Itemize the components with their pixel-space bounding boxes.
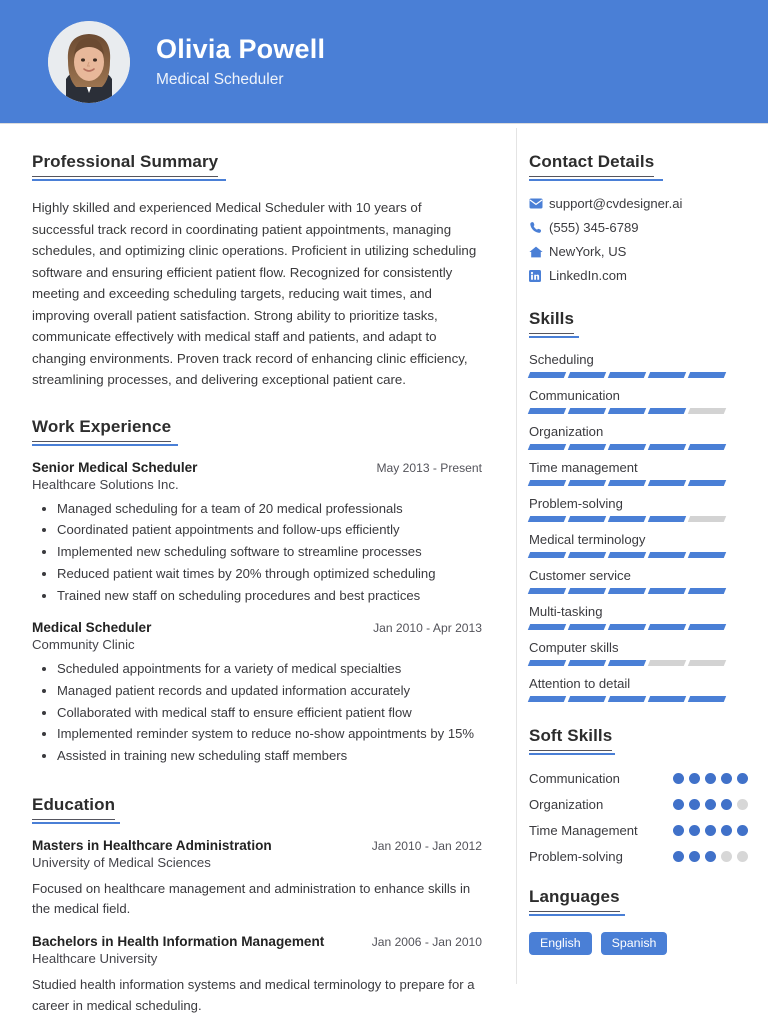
skill-bar-segment — [568, 696, 606, 702]
skill-bar-segment — [528, 588, 566, 594]
skill-bar-segment — [648, 660, 686, 666]
skill-bar-segment — [528, 480, 566, 486]
skill-bar-segment — [568, 516, 606, 522]
profile-photo-icon — [48, 21, 130, 103]
rating-dot — [689, 773, 700, 784]
job-company: Community Clinic — [32, 637, 135, 653]
section-soft-skills — [529, 726, 748, 755]
skill-bar-segment — [528, 408, 566, 414]
skill-item — [529, 424, 748, 450]
right-column — [517, 124, 768, 955]
work-item — [32, 460, 482, 606]
rating-dot — [737, 799, 748, 810]
education-description: Studied health information systems and medical terminology to prepare for a career in medical scheduling. — [32, 977, 475, 1013]
rating-dot — [673, 799, 684, 810]
soft-skill-label: Problem-solving — [529, 849, 623, 865]
section-heading-soft-skills: Soft Skills — [529, 726, 612, 751]
skill-bar — [529, 624, 725, 630]
rating-dot — [689, 799, 700, 810]
skill-bar-segment — [648, 444, 686, 450]
skill-bar-segment — [608, 480, 646, 486]
section-heading-work: Work Experience — [32, 417, 171, 442]
heading-underline — [529, 179, 663, 181]
skill-bar-segment — [608, 624, 646, 630]
skill-bar-segment — [688, 696, 726, 702]
skill-label: Time management — [529, 460, 638, 475]
left-column — [0, 124, 516, 1014]
skill-label: Computer skills — [529, 640, 619, 655]
skill-bar-segment — [568, 660, 606, 666]
skill-label: Communication — [529, 388, 620, 403]
rating-dot — [721, 825, 732, 836]
list-item: • Implemented reminder system to reduce no-show appointments by 15% — [57, 724, 482, 745]
contact-value: (555) 345-6789 — [549, 220, 639, 235]
skill-bar-segment — [608, 696, 646, 702]
list-item: • Managed scheduling for a team of 20 medical professionals — [57, 499, 482, 520]
rating-dot — [673, 851, 684, 862]
skill-bar-segment — [528, 552, 566, 558]
header-text — [156, 34, 325, 88]
skill-bar-segment — [528, 444, 566, 450]
skill-item — [529, 676, 748, 702]
job-bullets — [32, 499, 482, 606]
degree-title: Masters in Healthcare Administration — [32, 837, 272, 853]
job-date: May 2013 - Present — [376, 460, 482, 475]
skill-bar — [529, 516, 725, 522]
education-item-header — [32, 838, 482, 853]
contact-value: NewYork, US — [549, 244, 627, 259]
rating-dot — [705, 799, 716, 810]
skill-bar-segment — [528, 516, 566, 522]
rating-dot — [721, 799, 732, 810]
job-title: Medical Scheduler — [32, 620, 152, 636]
skill-bar-segment — [688, 660, 726, 666]
degree-date: Jan 2006 - Jan 2010 — [371, 935, 482, 950]
skill-label: Medical terminology — [529, 532, 646, 547]
education-item-header — [32, 934, 482, 949]
list-item: • Implemented new scheduling software to streamline processes — [57, 542, 482, 563]
skill-bar-segment — [648, 372, 686, 378]
list-item: • Managed patient records and updated information accurately — [57, 681, 482, 702]
contact-value: support@cvdesigner.ai — [549, 196, 683, 211]
rating-dot — [689, 851, 700, 862]
skill-label: Organization — [529, 424, 604, 439]
phone-icon — [529, 221, 549, 234]
summary-text: Highly skilled and experienced Medical Scheduler with 10 years of successful track record in coordinating patient appointments, managing schedules, and optimizing clinic operations. Proficient in utilizing scheduling software and ensuring efficient patient flow. Recognized for consistently meeting and exceeding scheduling targets, reducing wait times, and improving overall patient satisfaction. Strong ability to prioritize tasks, communicate effectively with medical staff and patients, and adapt to changing environments. Proven track record of enhancing clinic efficiency, streamlining processes, and delivering exceptional patient care. — [32, 200, 477, 388]
skill-bar-segment — [688, 408, 726, 414]
soft-skill-item — [529, 848, 748, 865]
skill-bar — [529, 372, 725, 378]
section-education — [32, 795, 482, 824]
rating-dot — [705, 773, 716, 784]
heading-underline — [529, 336, 579, 338]
skill-bar-segment — [648, 552, 686, 558]
skill-item — [529, 496, 748, 522]
language-chip: English — [529, 932, 592, 955]
skill-bar-segment — [688, 444, 726, 450]
skill-bar-segment — [568, 552, 606, 558]
section-skills — [529, 309, 748, 338]
rating-dot — [721, 773, 732, 784]
skill-bar-segment — [528, 696, 566, 702]
section-contact-details — [529, 152, 748, 181]
rating-dot — [673, 825, 684, 836]
skill-bar-segment — [528, 660, 566, 666]
skill-bar-segment — [688, 588, 726, 594]
section-heading-languages: Languages — [529, 887, 620, 912]
skill-label: Multi-tasking — [529, 604, 603, 619]
section-professional-summary — [32, 152, 482, 181]
skill-bar-segment — [528, 372, 566, 378]
skills-list — [529, 352, 748, 702]
rating-dot — [737, 773, 748, 784]
section-heading-education: Education — [32, 795, 115, 820]
skill-bar — [529, 696, 725, 702]
skill-label: Scheduling — [529, 352, 594, 367]
skill-bar-segment — [688, 552, 726, 558]
skill-bar-segment — [608, 660, 646, 666]
skill-bar-segment — [568, 624, 606, 630]
skill-bar-segment — [648, 624, 686, 630]
resume-body — [0, 124, 768, 1014]
skill-bar-segment — [568, 444, 606, 450]
skill-bar-segment — [568, 588, 606, 594]
soft-skill-item — [529, 770, 748, 787]
skill-bar-segment — [688, 372, 726, 378]
page-title: Olivia Powell — [156, 34, 326, 65]
skill-bar — [529, 552, 725, 558]
contact-item-phone[interactable] — [529, 220, 748, 235]
soft-skill-dots — [673, 773, 748, 784]
heading-underline — [529, 914, 625, 916]
list-item: • Scheduled appointments for a variety of medical specialties — [57, 659, 482, 680]
section-heading-contact: Contact Details — [529, 152, 654, 177]
contact-item-location — [529, 244, 748, 259]
home-icon — [529, 246, 549, 258]
skill-bar — [529, 480, 725, 486]
school-name: Healthcare University — [32, 951, 158, 967]
language-chip: Spanish — [601, 932, 668, 955]
section-languages — [529, 887, 748, 916]
section-heading-summary: Professional Summary — [32, 152, 218, 177]
rating-dot — [737, 851, 748, 862]
section-work-experience — [32, 417, 482, 446]
skill-bar — [529, 444, 725, 450]
skill-bar-segment — [608, 372, 646, 378]
skill-label: Attention to detail — [529, 676, 631, 691]
contact-item-email[interactable] — [529, 196, 748, 211]
contact-item-linkedin[interactable] — [529, 268, 748, 283]
skill-bar-segment — [648, 588, 686, 594]
skill-bar-segment — [568, 480, 606, 486]
heading-underline — [32, 822, 120, 824]
skill-bar-segment — [608, 552, 646, 558]
skill-bar-segment — [648, 480, 686, 486]
soft-skill-dots — [673, 799, 748, 810]
heading-underline — [32, 179, 226, 181]
skill-label: Problem-solving — [529, 496, 623, 511]
envelope-icon — [529, 198, 549, 209]
skill-bar — [529, 660, 725, 666]
skill-item — [529, 640, 748, 666]
skill-label: Customer service — [529, 568, 631, 583]
skill-item — [529, 604, 748, 630]
skill-item — [529, 388, 748, 414]
soft-skill-dots — [673, 825, 748, 836]
education-item — [32, 934, 482, 1014]
list-item: • Collaborated with medical staff to ensure efficient patient flow — [57, 703, 482, 724]
skill-bar-segment — [688, 516, 726, 522]
degree-title: Bachelors in Health Information Management — [32, 934, 325, 950]
skill-bar — [529, 408, 725, 414]
avatar — [48, 21, 130, 103]
section-heading-skills: Skills — [529, 309, 574, 334]
rating-dot — [705, 851, 716, 862]
skill-item — [529, 460, 748, 486]
skill-bar-segment — [608, 588, 646, 594]
skill-bar-segment — [528, 624, 566, 630]
rating-dot — [673, 773, 684, 784]
rating-dot — [721, 851, 732, 862]
heading-underline — [32, 444, 178, 446]
skill-bar-segment — [688, 624, 726, 630]
job-company: Healthcare Solutions Inc. — [32, 476, 179, 492]
soft-skills-list — [529, 770, 748, 865]
heading-underline — [529, 753, 615, 755]
languages-list — [529, 932, 748, 955]
skill-bar-segment — [608, 444, 646, 450]
skill-bar-segment — [648, 696, 686, 702]
skill-bar-segment — [688, 480, 726, 486]
skill-bar-segment — [608, 516, 646, 522]
soft-skill-item — [529, 796, 748, 813]
rating-dot — [737, 825, 748, 836]
list-item: • Trained new staff on scheduling procedures and best practices — [57, 586, 482, 607]
degree-date: Jan 2010 - Jan 2012 — [371, 838, 482, 853]
rating-dot — [705, 825, 716, 836]
education-description: Focused on healthcare management and administration to enhance skills in the medical field. — [32, 880, 471, 917]
work-item — [32, 620, 482, 766]
skill-bar-segment — [568, 408, 606, 414]
school-name: University of Medical Sciences — [32, 854, 211, 870]
skill-bar-segment — [648, 408, 686, 414]
list-item: • Reduced patient wait times by 20% through optimized scheduling — [57, 564, 482, 585]
list-item: • Assisted in training new scheduling staff members — [57, 746, 482, 767]
skill-bar-segment — [568, 372, 606, 378]
job-date: Jan 2010 - Apr 2013 — [373, 621, 482, 636]
rating-dot — [689, 825, 700, 836]
work-item-header — [32, 460, 482, 475]
job-bullets — [32, 659, 482, 766]
job-title: Senior Medical Scheduler — [32, 459, 198, 475]
contact-value: LinkedIn.com — [549, 268, 627, 283]
soft-skill-dots — [673, 851, 748, 862]
soft-skill-label: Organization — [529, 797, 604, 813]
header-subtitle: Medical Scheduler — [156, 70, 284, 88]
skill-item — [529, 352, 748, 378]
education-item — [32, 838, 482, 920]
soft-skill-item — [529, 822, 748, 839]
soft-skill-label: Time Management — [529, 823, 638, 839]
contact-list — [529, 196, 748, 283]
skill-item — [529, 532, 748, 558]
skill-bar-segment — [648, 516, 686, 522]
resume-header — [0, 0, 768, 124]
skill-bar-segment — [608, 408, 646, 414]
list-item: • Coordinated patient appointments and follow-ups efficiently — [57, 520, 482, 541]
soft-skill-label: Communication — [529, 771, 620, 786]
work-item-header — [32, 620, 482, 635]
skill-bar — [529, 588, 725, 594]
linkedin-icon — [529, 270, 549, 282]
skill-item — [529, 568, 748, 594]
